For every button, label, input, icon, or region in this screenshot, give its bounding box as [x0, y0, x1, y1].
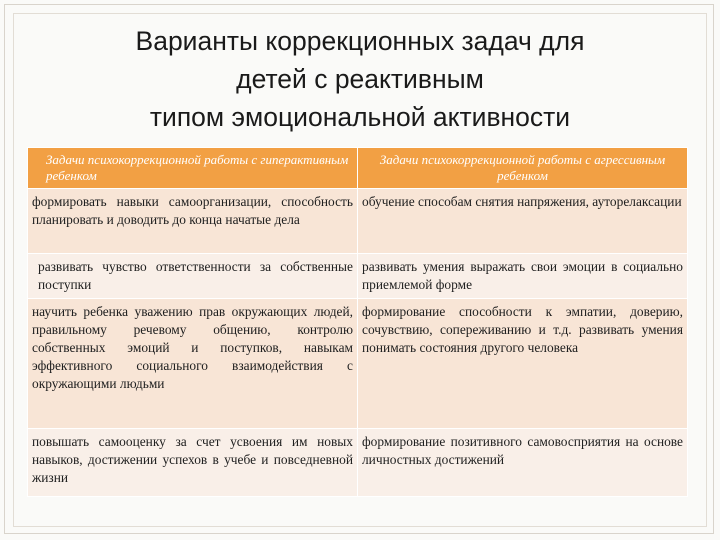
header-aggressive: Задачи психокоррекционной работы с агрессивным ребенком — [358, 148, 688, 189]
table-row — [28, 189, 688, 254]
table-header-row — [28, 148, 688, 189]
cell-aggressive: развивать умения выражать свои эмоции в социально приемлемой форме — [358, 254, 688, 299]
title-line-1: Варианты коррекционных задач для — [135, 26, 585, 56]
title-line-3: типом эмоциональной активности — [149, 102, 571, 132]
cell-hyperactive: формировать навыки самоорганизации, способность планировать и доводить до конца начатые дела — [28, 189, 358, 254]
cell-aggressive: обучение способам снятия напряжения, ауторелаксации — [358, 189, 688, 254]
header-hyperactive: Задачи психокоррекционной работы с гиперактивным ребенком — [28, 148, 358, 189]
title-line-2: детей с реактивным — [236, 64, 484, 94]
tasks-table — [27, 147, 688, 497]
cell-aggressive: формирование способности к эмпатии, доверию, сочувствию, сопереживанию и т.д. развивать умения понимать состояния другого человека — [358, 299, 688, 429]
cell-aggressive: формирование позитивного самовосприятия на основе личностных достижений — [358, 429, 688, 497]
table-row — [28, 429, 688, 497]
cell-hyperactive: развивать чувство ответственности за собственные поступки — [28, 254, 358, 299]
cell-hyperactive: научить ребенка уважению прав окружающих людей, правильному речевому общению, контролю собственных эмоций и поступков, навыкам эффективного социального взаимодействия с окружающими людьми — [28, 299, 358, 429]
cell-hyperactive: повышать самооценку за счет усвоения им новых навыков, достижении успехов в учебе и повседневной жизни — [28, 429, 358, 497]
table-row — [28, 299, 688, 429]
slide-title — [30, 22, 690, 136]
table-row — [28, 254, 688, 299]
